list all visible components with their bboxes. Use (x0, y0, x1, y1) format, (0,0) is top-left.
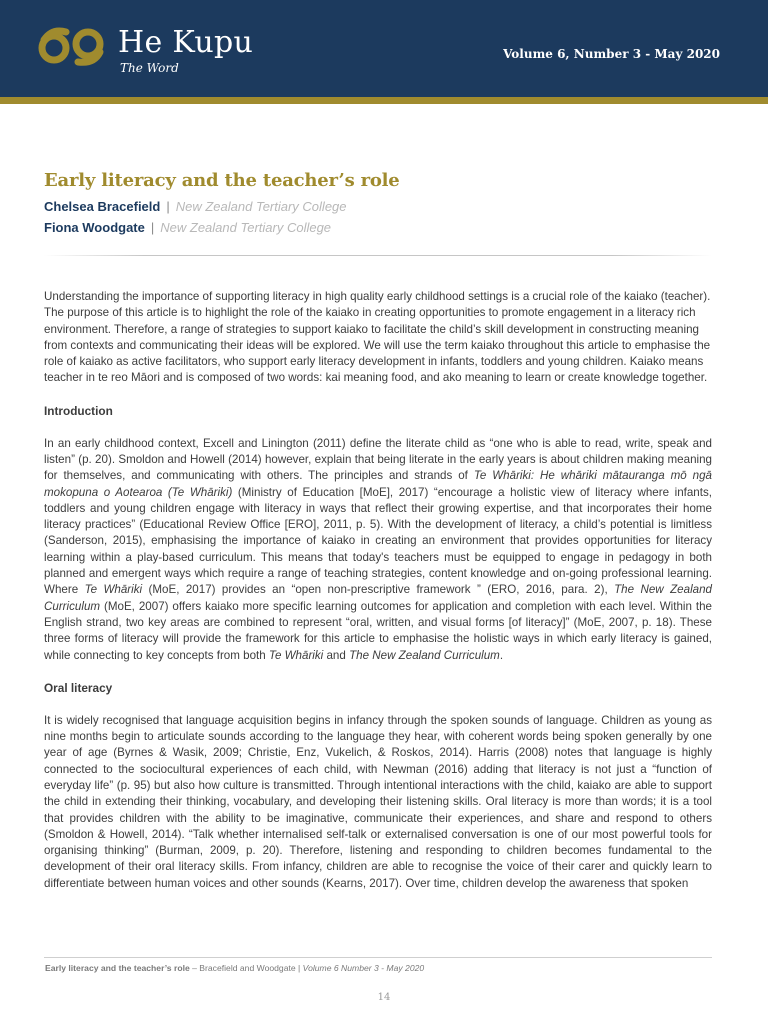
header-accent-bar (0, 97, 768, 104)
issue-label: Volume 6, Number 3 - May 2020 (503, 47, 720, 61)
title-divider (44, 255, 712, 256)
footer-dash: – (192, 963, 197, 973)
author-separator: | (150, 220, 155, 235)
introduction-paragraph: In an early childhood context, Excell and Linington (2011) define the literate child as “one who is able to read, write, speak and listen” (p. 20). Smoldon and Howell (2014) however, explain that being literate in the early years is about children making meaning for themselves, and communicating with others. The principles and strands of Te Whāriki: He whāriki mātauranga mō ngā mokopuna o Aotearoa (Te Whāriki) (Ministry of Education [MoE], 2017) “encourage a holistic view of literacy where infants, toddlers and young children engage with literacy in ways that reflect their growing expertise, and that incorporates their home literacy practices” (Educational Review Office [ERO], 2011, p. 5). With the development of literacy, a child’s potential is limitless (Sanderson, 2015), emphasising the importance of kaiako in creating an environment that provides opportunities for literacy learning within a play-based curriculum. This means that today's teachers must be equipped to engage in pedagogy in both planned and emergent ways which require a range of teaching strategies, content knowledge and on-going professional learning. Where Te Whāriki (MoE, 2017) provides an “open non-prescriptive framework ” (ERO, 2016, para. 2), The New Zealand Curriculum (MoE, 2007) offers kaiako more specific learning outcomes for application and completion with each level. Within the English strand, two key areas are combined to represent “oral, written, and visual forms [of literacy]” (MoE, 2007, p. 18). These three forms of literacy will provide the framework for this article to emphasise the holistic ways in which early literacy is gained, while connecting to key concepts from both Te Whāriki and The New Zealand Curriculum. (44, 436, 712, 662)
footer-separator: | (298, 963, 301, 973)
running-footer (45, 963, 424, 973)
author-line-1 (44, 199, 347, 215)
journal-name: He Kupu (118, 25, 254, 60)
journal-subtitle: The Word (120, 61, 179, 75)
author-name: Fiona Woodgate (44, 220, 145, 235)
author-line-2 (44, 220, 331, 236)
author-separator: | (166, 199, 170, 214)
author-affiliation: New Zealand Tertiary College (175, 199, 347, 214)
author-name: Chelsea Bracefield (44, 199, 161, 214)
footer-issue: Volume 6 Number 3 - May 2020 (302, 963, 425, 973)
footer-article-title: Early literacy and the teacher’s role (45, 963, 190, 973)
author-affiliation: New Zealand Tertiary College (160, 220, 332, 235)
footer-authors: Bracefield and Woodgate (199, 963, 296, 973)
section-heading-oral-literacy: Oral literacy (44, 681, 113, 696)
article-body (44, 289, 712, 908)
quote-mark-logo-icon (38, 26, 106, 68)
abstract-paragraph: Understanding the importance of supporting literacy in high quality early childhood settings is a crucial role of the kaiako (teacher). The purpose of this article is to highlight the role of the kaiako in creating opportunities to promote engagement in a literacy rich environment. Therefore, a range of strategies to support kaiako to facilitate the child’s skill development in constructing meaning from contexts and communicating their ideas will be explored. We will use the term kaiako throughout this article to emphasise the role of kaiako as active facilitators, who support early literacy development in infants, toddlers and young children. Kaiako means teacher in te reo Māori and is composed of two words: kai meaning food, and ako meaning to learn or create knowledge together. (44, 290, 711, 385)
page-number: 14 (377, 992, 391, 1003)
footer-divider (44, 957, 712, 958)
journal-header (0, 0, 768, 97)
oral-literacy-paragraph: It is widely recognised that language acquisition begins in infancy through the spoken sounds of language. Children as young as nine months begin to articulate sounds according to the language they hear, with coherent words being spoken generally by one year of age (Byrnes & Wasik, 2009; Christie, Enz, Vukelich, & Roskos, 2014). Harris (2008) notes that language is highly connected to the sociocultural experiences of each child, with Newman (2016) adding that literacy is not just a “function of everyday life” (p. 95) but also how culture is transmitted. Through intentional interactions with the child, kaiako are able to support the child in extending their thinking, vocabulary, and developing their listening skills. Oral literacy is more than words; it is a tool that provides children with the ability to be imaginative, communicate their experiences, and share and respond to others (Smoldon & Howell, 2014). “Talk whether internalised self-talk or externalised conversation is one of our most powerful tools for organising thinking” (Burman, 2009, p. 20). Therefore, listening and responding to children becomes fundamental to the development of their oral literacy skills. From infancy, children are able to recognise the voice of their carer and quickly learn to differentiate between human voices and other sounds (Kearns, 2017). Over time, children develop the awareness that spoken (44, 713, 712, 890)
article-title: Early literacy and the teacher’s role (44, 170, 400, 191)
section-heading-introduction: Introduction (44, 404, 113, 419)
